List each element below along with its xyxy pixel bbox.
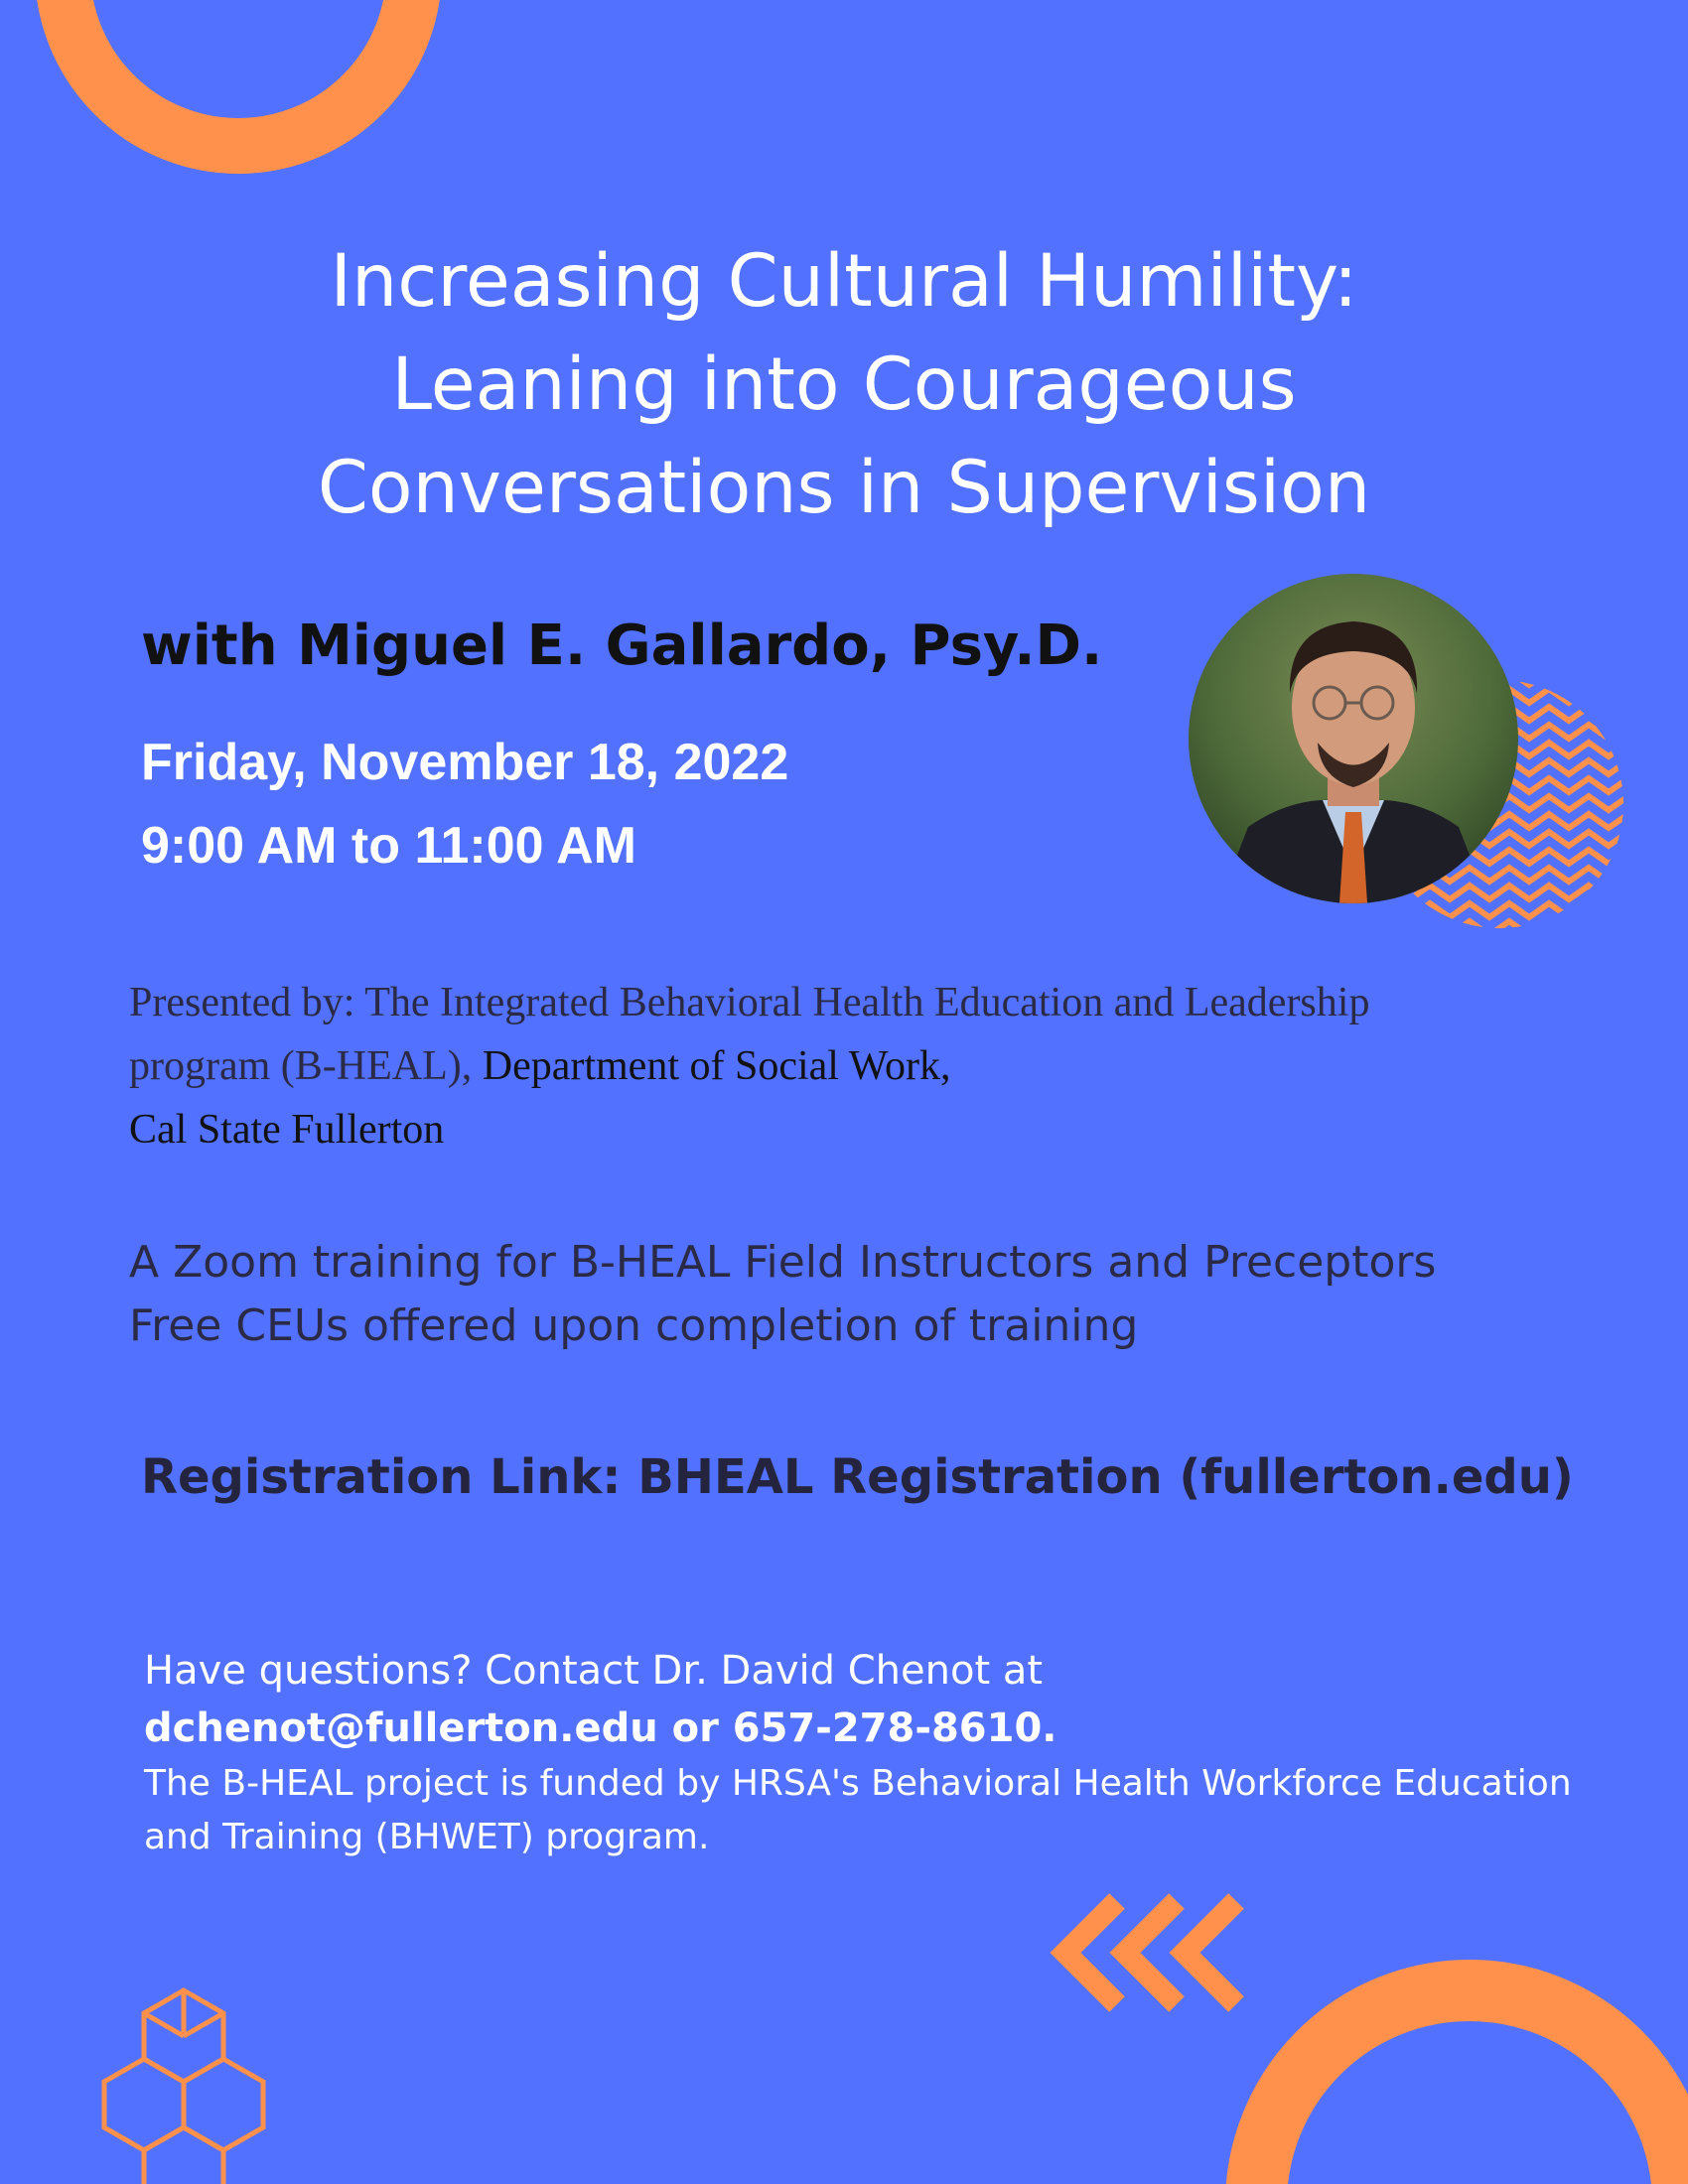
training-line: A Zoom training for B-HEAL Field Instructors and Preceptors <box>129 1237 1437 1288</box>
training-info <box>129 1231 1618 1358</box>
presented-by-department: Department of Social Work, <box>472 1043 951 1089</box>
registration-link[interactable]: Registration Link: BHEAL Registration (fullerton.edu) <box>141 1449 1574 1505</box>
title-line: Conversations in Supervision <box>317 446 1371 530</box>
cube-outline-icon <box>94 1985 273 2184</box>
title-line: Increasing Cultural Humility: <box>330 239 1358 324</box>
event-time: 9:00 AM to 11:00 AM <box>141 817 636 875</box>
presented-by-university: Cal State Fullerton <box>129 1107 445 1153</box>
chevron-arrows-icon <box>1038 1891 1276 2015</box>
presenter-name: with Miguel E. Gallardo, Psy.D. <box>141 614 1103 678</box>
contact-email-phone[interactable]: dchenot@fullerton.edu or 657-278-8610. <box>144 1706 1057 1751</box>
ring-decoration-top-left <box>0 0 477 169</box>
funding-note: The B-HEAL project is funded by HRSA's Behavioral Health Workforce Education and Training (BHWET) program. <box>144 1763 1572 1857</box>
event-date: Friday, November 18, 2022 <box>141 734 789 791</box>
presented-by <box>129 971 1440 1161</box>
presenter-photo <box>1189 574 1518 903</box>
ring-decoration-bottom-right <box>1231 1956 1688 2184</box>
presented-by-program: Presented by: The Integrated Behavioral Health Education and Leadership program (B-HEAL), <box>129 980 1370 1089</box>
contact-info <box>144 1642 1584 1864</box>
event-title <box>0 230 1688 540</box>
contact-line: Have questions? Contact Dr. David Chenot at <box>144 1648 1044 1694</box>
training-line: Free CEUs offered upon completion of training <box>129 1300 1139 1351</box>
title-line: Leaning into Courageous <box>391 342 1297 427</box>
